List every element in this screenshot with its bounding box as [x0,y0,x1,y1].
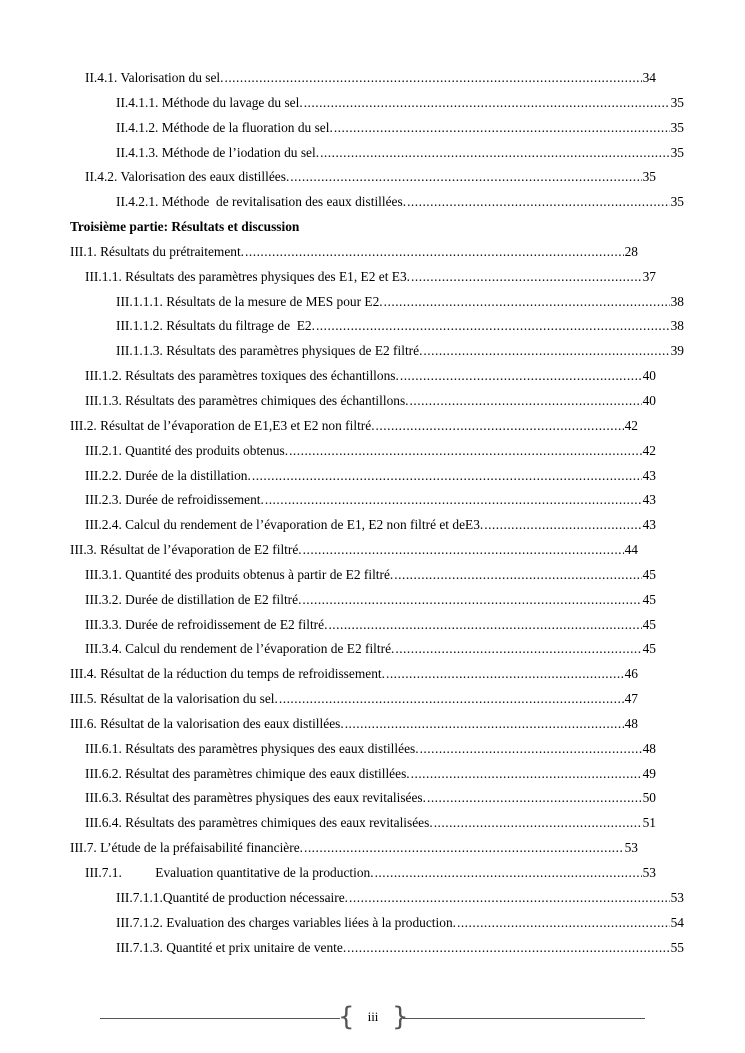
toc-entry-title: III.6.2. Résultat des paramètres chimique des eaux distillées. [85,765,410,781]
toc-entry-title: III.1.1.3. Résultats des paramètres physiques de E2 filtré. [116,343,423,359]
toc-entry[interactable] [70,439,656,464]
toc-dot-leader [423,339,669,364]
toc-entry-title: III.2. Résultat de l’évaporation de E1,E3 et E2 non filtré. [70,417,375,433]
toc-entry-title: III.6.1. Résultats des paramètres physiques des eaux distillées. [85,740,419,756]
toc-entry-title: II.4.2.1. Méthode de revitalisation des eaux distillées. [116,194,407,210]
toc-dot-leader [427,786,642,811]
toc-page-number: 42 [642,442,656,458]
toc-page-number: 50 [642,790,656,806]
toc-page-number: 48 [624,715,638,731]
toc-dot-leader [290,165,641,190]
toc-entry-title: III.6.3. Résultat des paramètres physiques des eaux revitalisées. [85,790,426,806]
toc-page-number: 45 [642,566,656,582]
toc-entry-title: II.4.1.2. Méthode de la fluoration du sel. [116,119,333,135]
toc-page-number: 35 [670,194,684,210]
toc-page-number: 51 [642,815,656,831]
toc-dot-leader [411,265,642,290]
toc-entry[interactable] [70,563,656,588]
toc-entry[interactable] [70,737,656,762]
toc-page-number: 42 [624,417,638,433]
toc-entry[interactable] [70,66,656,91]
toc-entry-title: III.7. L’étude de la préfaisabilité financière. [70,840,303,856]
toc-page-number: 45 [642,641,656,657]
toc-page-number: 28 [624,243,638,259]
toc-page-number: 35 [670,119,684,135]
toc-dot-leader [245,240,624,265]
toc-entry[interactable] [70,588,656,613]
toc-dot-leader [347,936,669,961]
toc-page-number: 47 [624,691,638,707]
toc-entry[interactable] [70,687,638,712]
toc-entry[interactable] [70,165,656,190]
toc-entry-title: III.7.1.3. Quantité et prix unitaire de vente. [116,939,347,955]
toc-page-number: 37 [642,268,656,284]
toc-entry-title: III.1.3. Résultats des paramètres chimiques des échantillons. [85,392,409,408]
toc-entry-title: III.7.1.1.Quantité de production nécessaire. [116,889,349,905]
toc-dot-leader [289,439,642,464]
toc-entry[interactable] [70,364,656,389]
toc-entry-title: III.3.2. Durée de distillation de E2 filtré. [85,591,302,607]
toc-entry[interactable] [70,265,656,290]
left-brace-ornament: { [338,1002,355,1032]
toc-page-number: 40 [642,392,656,408]
toc-entry[interactable] [70,240,638,265]
footer-rule-left [100,1018,340,1019]
toc-entry-title: II.4.1.3. Méthode de l’iodation du sel. [116,144,320,160]
toc-dot-leader [394,563,641,588]
toc-entry[interactable] [70,91,684,116]
toc-dot-leader [386,662,624,687]
toc-dot-leader [302,588,641,613]
toc-page-number: 45 [642,591,656,607]
page-number: iii [367,1009,379,1024]
toc-page-number: 34 [642,70,656,85]
toc-page-number: 53 [624,840,638,856]
toc-dot-leader [434,811,642,836]
toc-entry-title: III.2.3. Durée de refroidissement. [85,492,264,508]
toc-entry[interactable] [70,662,638,687]
footer-rule-right [403,1018,645,1019]
toc-entry[interactable] [70,637,656,662]
toc-entry[interactable] [70,389,656,414]
toc-entry[interactable] [70,464,656,489]
page-footer [100,1004,645,1032]
toc-entry-title: III.1.1.1. Résultats de la mesure de MES pour E2. [116,293,383,309]
toc-page-number: 38 [670,293,684,309]
toc-dot-leader [345,712,624,737]
toc-dot-leader [400,364,642,389]
toc-dot-leader [349,886,670,911]
toc-entry-title: II.4.2. Valorisation des eaux distillées. [85,169,290,185]
toc-entry[interactable] [70,911,684,936]
toc-entry-title: Troisième partie: Résultats et discussion [70,219,300,235]
toc-page-number: 53 [670,889,684,905]
toc-entry-title: III.1.1.2. Résultats du filtrage de E2. [116,318,315,334]
toc-dot-leader [328,613,641,638]
toc-entry[interactable] [70,190,684,215]
toc-entry-title: III.1.2. Résultats des paramètres toxiques des échantillons. [85,368,399,384]
toc-entry-title: III.3.1. Quantité des produits obtenus à partir de E2 filtré. [85,566,394,582]
toc-entry[interactable] [70,786,656,811]
toc-entry-title: III.1. Résultats du prétraitement. [70,243,245,259]
toc-dot-leader [252,464,642,489]
toc-page-number: 46 [624,666,638,682]
toc-part-heading[interactable] [70,215,656,240]
toc-page-number: 49 [642,765,656,781]
toc-entry[interactable] [70,712,638,737]
toc-page-number: 53 [642,865,656,880]
toc-entry[interactable] [70,886,684,911]
toc-entry[interactable] [70,861,656,886]
toc-entry[interactable] [70,314,684,339]
toc-entry-title: III.7.1.2. Evaluation des charges variables liées à la production. [116,914,456,930]
toc-entry-title: III.3.4. Calcul du rendement de l’évaporation de E2 filtré. [85,641,395,657]
toc-entry[interactable] [70,414,638,439]
toc-page-number: 35 [642,169,656,185]
toc-dot-leader [484,513,641,538]
toc-page-number: 43 [642,467,656,483]
toc-dot-leader [420,737,642,762]
toc-page-number: 54 [670,914,684,930]
toc-dot-leader [410,389,642,414]
toc-entry-title: II.4.1. Valorisation du sel. [85,70,224,85]
toc-entry[interactable] [70,762,656,787]
toc-page-number: 43 [642,492,656,508]
toc-dot-leader [407,190,670,215]
toc-entry-title: III.2.4. Calcul du rendement de l’évaporation de E1, E2 non filtré et deE3. [85,517,484,533]
toc-dot-leader [375,861,642,886]
toc-page-number: 45 [642,616,656,632]
toc-entry[interactable] [70,141,684,166]
toc-dot-leader [457,911,670,936]
toc-entry-title: III.6.4. Résultats des paramètres chimiques des eaux revitalisées. [85,815,433,831]
toc-page-number: 35 [670,144,684,160]
toc-dot-leader [265,488,642,513]
toc-entry-title: III.6. Résultat de la valorisation des eaux distillées. [70,715,344,731]
toc-entry[interactable] [70,488,656,513]
toc-entry[interactable] [70,836,638,861]
toc-dot-leader [376,414,624,439]
toc-entry[interactable] [70,513,656,538]
toc-entry-title: II.4.1.1. Méthode du lavage du sel. [116,94,303,110]
toc-entry[interactable] [70,339,684,364]
table-of-contents [70,66,684,960]
toc-entry[interactable] [70,116,684,141]
toc-page-number: 38 [670,318,684,334]
toc-entry[interactable] [70,811,656,836]
toc-dot-leader [224,66,641,91]
toc-dot-leader [304,836,624,861]
toc-page-number: 39 [670,343,684,359]
toc-page-number: 43 [642,517,656,533]
toc-dot-leader [316,314,670,339]
toc-dot-leader [384,290,670,315]
toc-entry-title: III.5. Résultat de la valorisation du sel. [70,691,278,707]
toc-entry[interactable] [70,936,684,961]
toc-page-number: 48 [642,740,656,756]
toc-entry-title: III.2.1. Quantité des produits obtenus. [85,442,289,458]
toc-entry[interactable] [70,613,656,638]
right-brace-ornament: } [392,1002,409,1032]
toc-entry-title: III.1.1. Résultats des paramètres physiques des E1, E2 et E3. [85,268,411,284]
toc-entry[interactable] [70,538,638,563]
toc-dot-leader [304,91,670,116]
toc-entry-title: III.3.3. Durée de refroidissement de E2 filtré. [85,616,328,632]
toc-dot-leader [320,141,670,166]
toc-dot-leader [395,637,641,662]
toc-page-number: 55 [670,939,684,955]
toc-dot-leader [411,762,642,787]
toc-entry-title: III.7.1. Evaluation quantitative de la production. [85,865,374,880]
toc-entry[interactable] [70,290,684,315]
toc-page-number: 44 [624,542,638,558]
toc-dot-leader [279,687,624,712]
toc-dot-leader [303,538,624,563]
toc-page-number: 40 [642,368,656,384]
toc-entry-title: III.3. Résultat de l’évaporation de E2 filtré. [70,542,302,558]
toc-entry-title: III.4. Résultat de la réduction du temps de refroidissement. [70,666,385,682]
toc-entry-title: III.2.2. Durée de la distillation. [85,467,251,483]
toc-page-number: 35 [670,94,684,110]
toc-dot-leader [334,116,670,141]
